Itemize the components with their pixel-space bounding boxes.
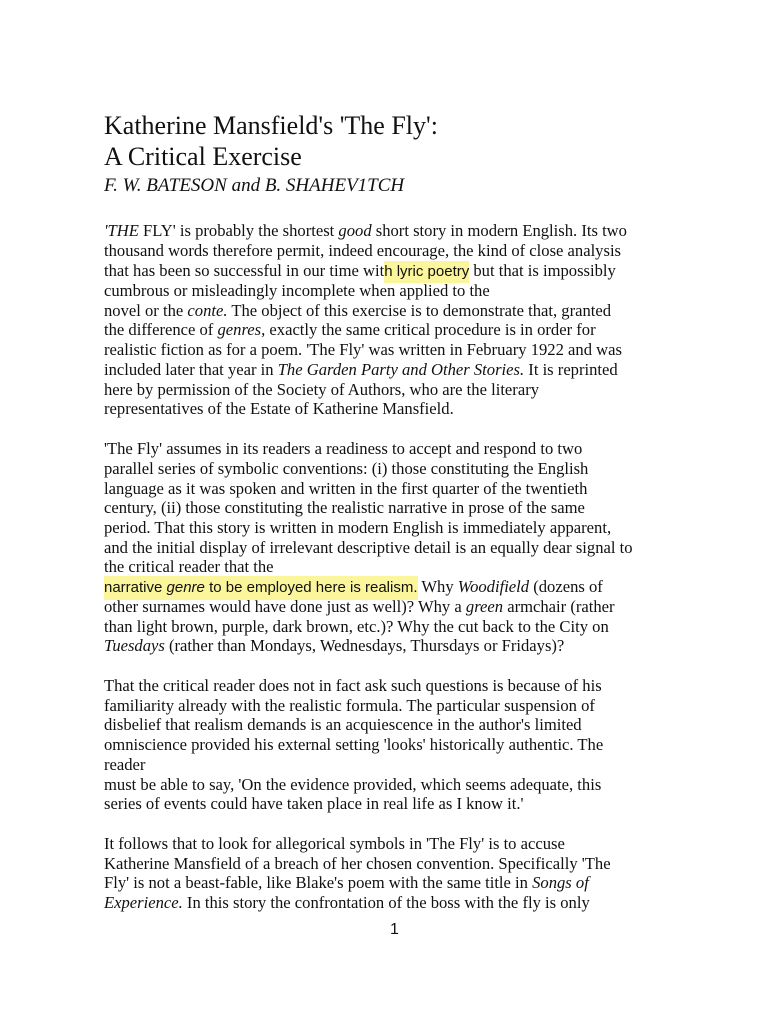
article-title bbox=[104, 110, 438, 172]
text-line: It follows that to look for allegorical symbols in 'The Fly' is to accuse bbox=[104, 834, 565, 853]
text-line: Experience. In this story the confrontation of the boss with the fly is only bbox=[104, 893, 590, 912]
text-line: included later that year in The Garden Party and Other Stories. It is reprinted bbox=[104, 360, 618, 379]
text-line: and the initial display of irrelevant descriptive detail is an equally dear signal to bbox=[104, 538, 633, 557]
text-line: reader bbox=[104, 755, 146, 774]
text-line: parallel series of symbolic conventions: (i) those constituting the English bbox=[104, 459, 589, 478]
text-line: that has been so successful in our time with lyric poetry but that is impossibly bbox=[104, 261, 616, 282]
text-line: familiarity already with the realistic formula. The particular suspension of bbox=[104, 696, 595, 715]
text-line: series of events could have taken place in real life as I know it.' bbox=[104, 794, 524, 813]
text-line: novel or the conte. The object of this exercise is to demonstrate that, granted bbox=[104, 301, 612, 320]
text-line: other surnames would have done just as well)? Why a green armchair (rather bbox=[104, 597, 615, 616]
title-line-1: Katherine Mansfield's 'The Fly': bbox=[104, 111, 438, 140]
text-line: than light brown, purple, dark brown, etc.)? Why the cut back to the City on bbox=[104, 617, 609, 636]
text-line: Fly' is not a beast-fable, like Blake's poem with the same title in Songs of bbox=[104, 873, 589, 892]
text-line: the difference of genres, exactly the same critical procedure is in order for bbox=[104, 320, 596, 339]
text-line: realistic fiction as for a poem. 'The Fly' was written in February 1922 and was bbox=[104, 340, 622, 359]
highlight-realism: narrative genre to be employed here is realism. bbox=[104, 576, 418, 600]
highlight-lyric-poetry: h lyric poetry bbox=[384, 261, 469, 283]
text-line: century, (ii) those constituting the realistic narrative in prose of the same bbox=[104, 498, 585, 517]
text-line: must be able to say, 'On the evidence provided, which seems adequate, this bbox=[104, 775, 602, 794]
text-line: thousand words therefore permit, indeed encourage, the kind of close analysis bbox=[104, 241, 622, 260]
page-number: 1 bbox=[390, 921, 399, 938]
text-line: the critical reader that the bbox=[104, 557, 274, 576]
text-line: 'THE FLY' is probably the shortest good short story in modern English. Its two bbox=[104, 221, 627, 240]
text-line: cumbrous or misleadingly incomplete when applied to the bbox=[104, 281, 490, 300]
text-line: 'The Fly' assumes in its readers a readiness to accept and respond to two bbox=[104, 439, 583, 458]
text-line: here by permission of the Society of Authors, who are the literary bbox=[104, 380, 540, 399]
text-line: language as it was spoken and written in the first quarter of the twentieth bbox=[104, 479, 588, 498]
text-line: Katherine Mansfield of a breach of her chosen convention. Specifically 'The bbox=[104, 854, 611, 873]
article-authors: F. W. BATESON and B. SHAHEV1TCH bbox=[104, 175, 405, 196]
text-line: omniscience provided his external setting 'looks' historically authentic. The bbox=[104, 735, 604, 754]
text-line: narrative genre to be employed here is realism. Why Woodifield (dozens of bbox=[104, 577, 603, 598]
title-line-2: A Critical Exercise bbox=[104, 142, 302, 171]
text-line: That the critical reader does not in fact ask such questions is because of his bbox=[104, 676, 602, 695]
text-line: Tuesdays (rather than Mondays, Wednesdays, Thursdays or Fridays)? bbox=[104, 636, 565, 655]
text-line: disbelief that realism demands is an acquiescence in the author's limited bbox=[104, 715, 582, 734]
text-line: representatives of the Estate of Katherine Mansfield. bbox=[104, 399, 454, 418]
text-line: period. That this story is written in modern English is immediately apparent, bbox=[104, 518, 612, 537]
